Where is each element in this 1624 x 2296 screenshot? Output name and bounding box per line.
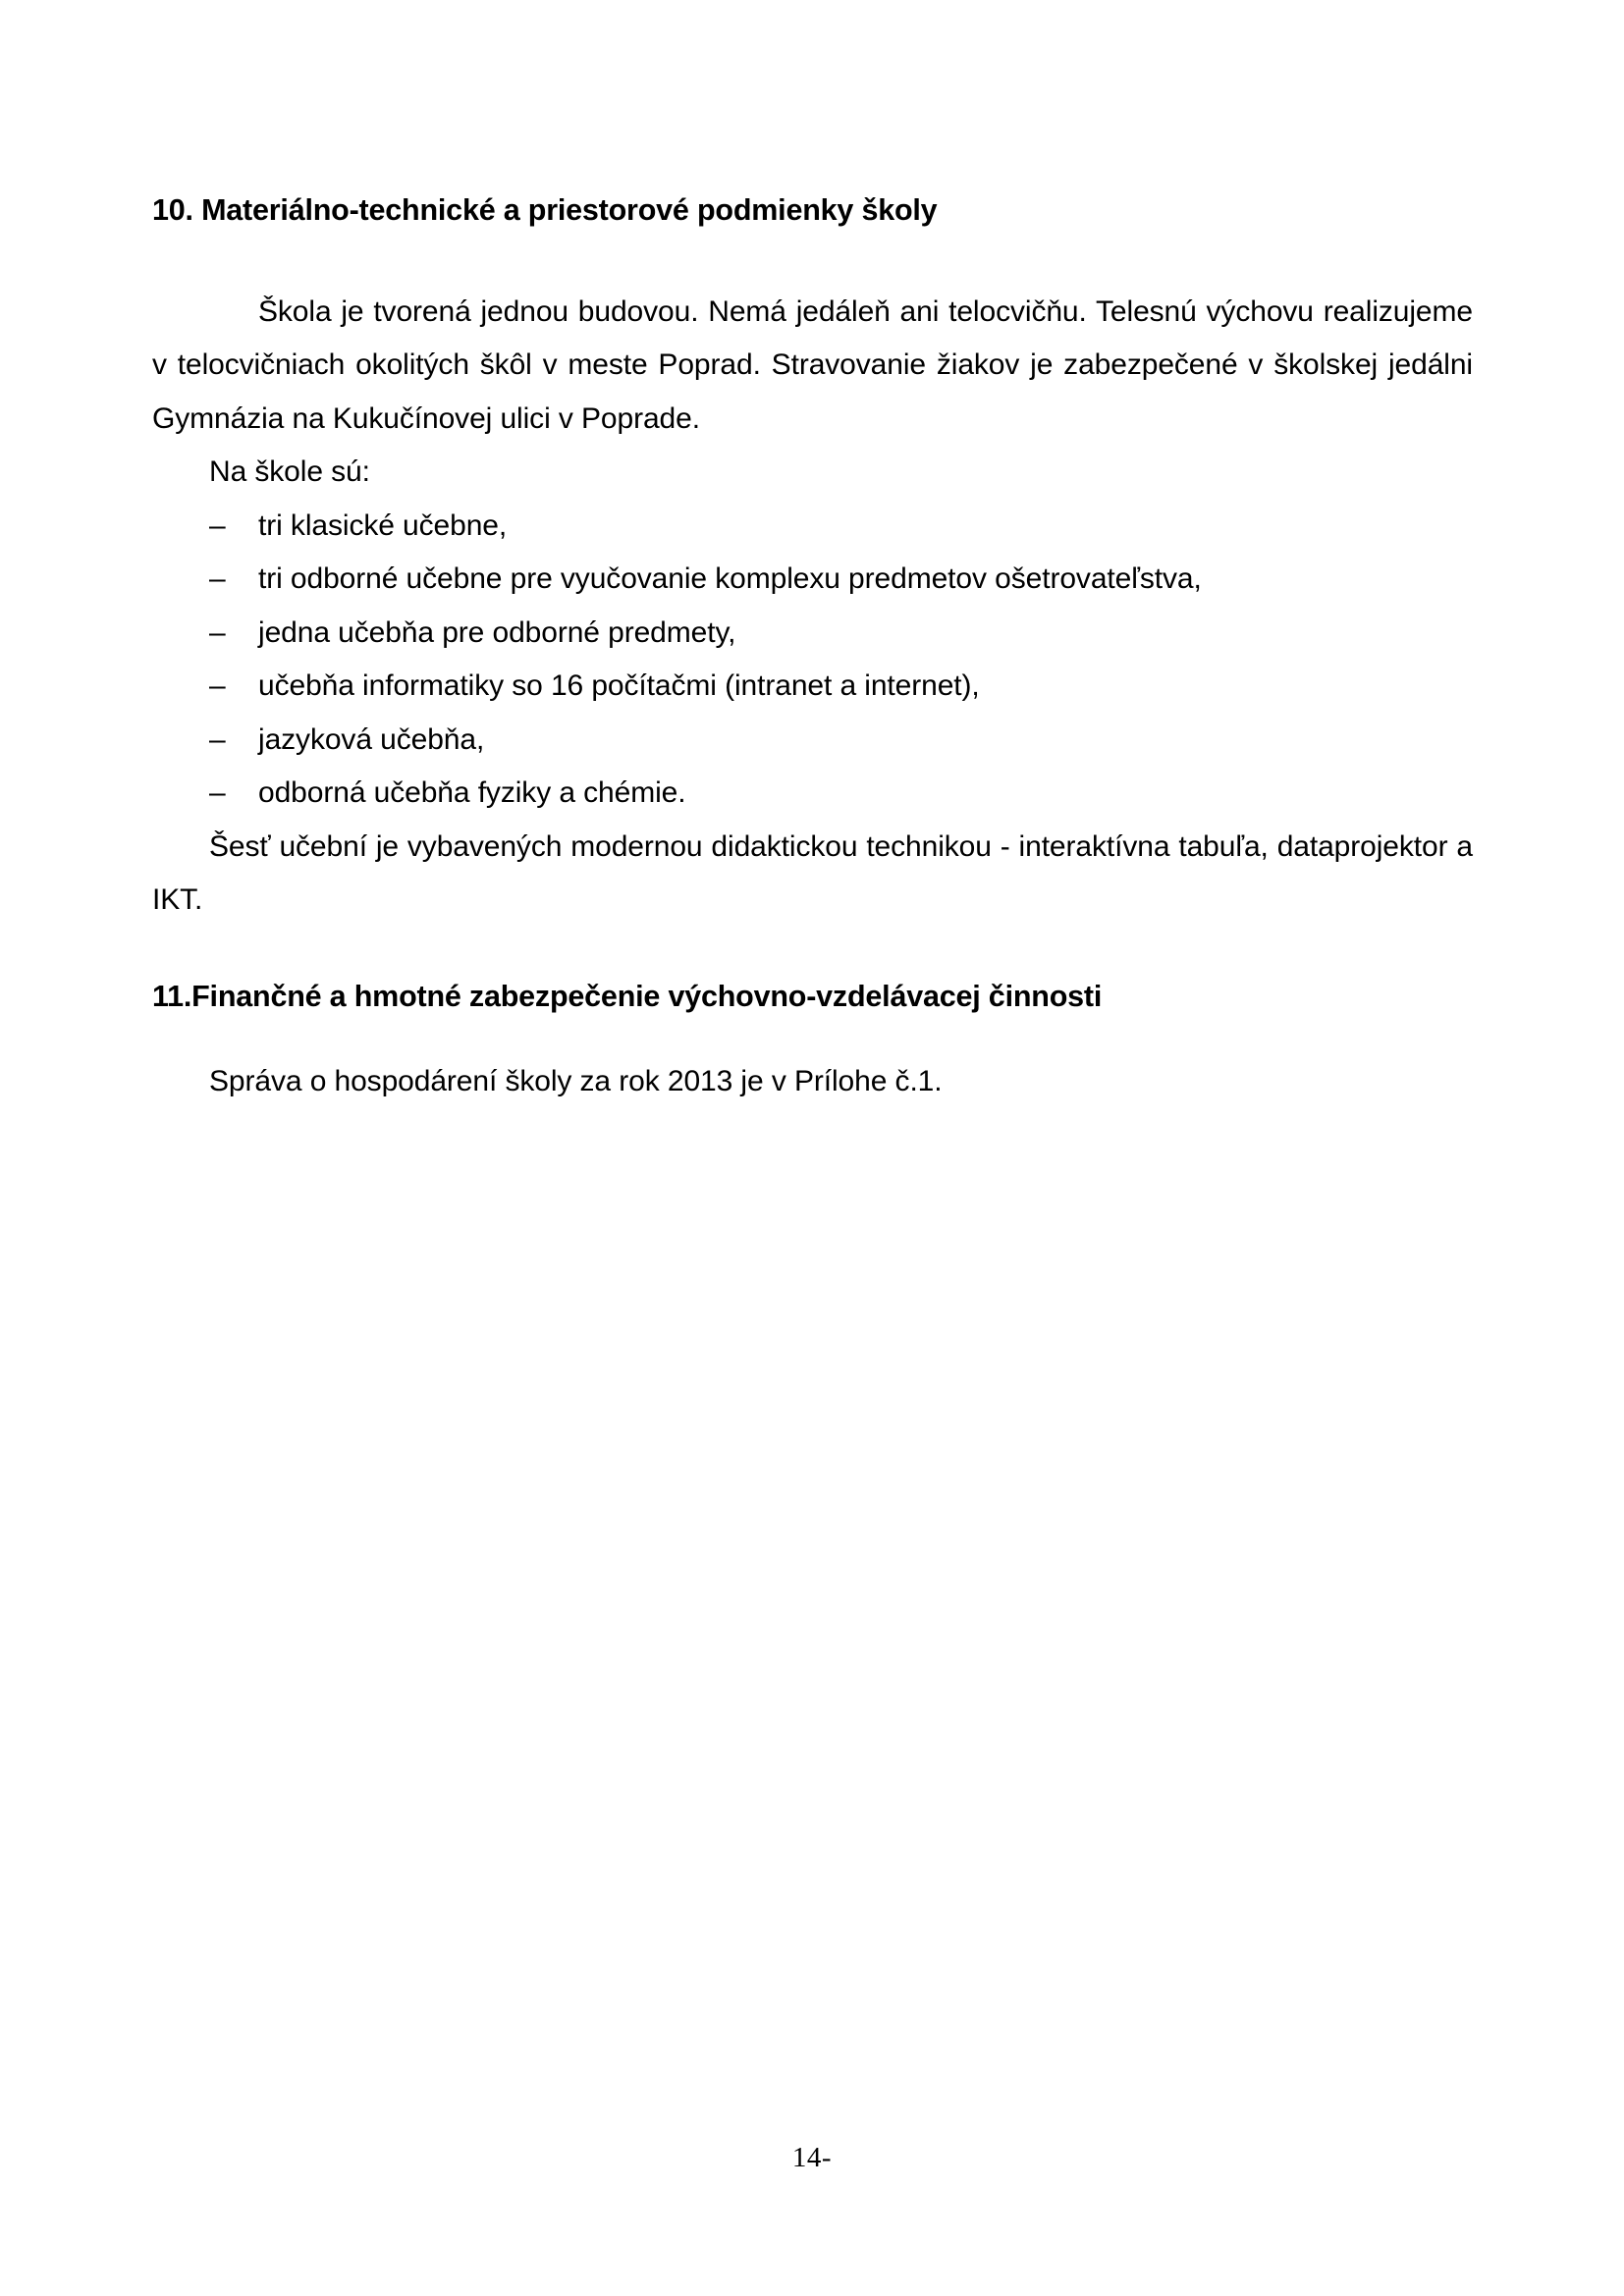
page-content (152, 192, 1473, 1109)
list-item-label: jazyková učebňa, (258, 722, 485, 756)
paragraph-intro: Škola je tvorená jednou budovou. Nemá jedáleň ani telocvičňu. Telesnú výchovu realizujeme v telocvičniach okolitých škôl v meste Poprad. Stravovanie žiakov je zabezpečené v školskej jedálni Gymnázia na Kukučínovej ulici v Poprade. (152, 294, 1473, 435)
list-item-label: odborná učebňa fyziky a chémie. (258, 776, 686, 810)
list-dash-icon: – (209, 776, 226, 810)
list-item (152, 714, 1473, 768)
list-dash-icon: – (209, 669, 226, 703)
list-dash-icon: – (209, 615, 226, 649)
facilities-list (152, 500, 1473, 821)
list-item (152, 607, 1473, 661)
list-item (152, 553, 1473, 607)
spacer-after-heading-11 (152, 1014, 1473, 1055)
list-item-label: tri klasické učebne, (258, 508, 508, 542)
spacer-before-heading-11 (152, 928, 1473, 979)
page-number: 14- (791, 2142, 833, 2173)
list-dash-icon: – (209, 722, 226, 756)
section-heading-11-number: 11. (152, 979, 192, 1013)
list-dash-icon: – (209, 562, 226, 596)
paragraph-after-list: Šesť učební je vybavených modernou didaktickou technikou - interaktívna tabuľa, dataprojektor a IKT. (152, 829, 1473, 917)
list-item (152, 500, 1473, 554)
paragraph-finance: Správa o hospodárení školy za rok 2013 je v Prílohe č.1. (209, 1065, 943, 1098)
section-heading-10: 10. Materiálno-technické a priestorové podmienky školy (152, 193, 938, 227)
spacer-after-heading-10 (152, 229, 1473, 286)
list-item-label: tri odborné učebne pre vyučovanie komplexu predmetov ošetrovateľstva, (258, 562, 1202, 596)
list-item (152, 767, 1473, 821)
list-item (152, 660, 1473, 714)
section-heading-11 (152, 979, 1473, 1015)
list-dash-icon: – (209, 508, 226, 542)
list-item-label: jedna učebňa pre odborné predmety, (258, 615, 736, 649)
section-heading-11-title: Finančné a hmotné zabezpečenie výchovno-vzdelávacej činnosti (191, 979, 1103, 1013)
paragraph-list-lead: Na škole sú: (209, 455, 370, 489)
list-item-label: učebňa informatiky so 16 počítačmi (intranet a internet), (258, 669, 980, 703)
